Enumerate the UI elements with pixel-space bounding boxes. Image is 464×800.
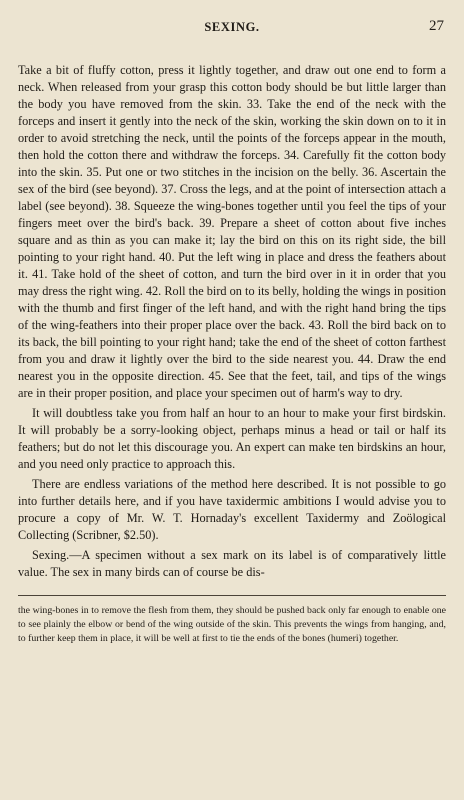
running-head: SEXING. <box>204 20 260 34</box>
footnote-text: the wing-bones in to remove the flesh from them, they should be pushed back only far enough to enable one to see plainly the elbow or bend of the wing outside of the skin. This prevents the wings from hanging, and, to further keep them in place, it will be well at first to tie the ends of the bones (humeri) together. <box>18 605 446 644</box>
footnote-divider <box>18 595 446 596</box>
page-header <box>18 12 446 34</box>
paragraph-sexing: Sexing.—A specimen without a sex mark on its label is of comparatively little value. The sex in many birds can of course be dis- <box>18 548 446 579</box>
paragraph-variations: There are endless variations of the method here described. It is not possible to go into further details here, and if you have taxidermic ambitions I would advise you to procure a copy of Mr. W. T. Hornaday's excellent Taxidermy and Zoölogical Collecting (Scribner, $2.50). <box>18 477 446 542</box>
body-text <box>18 62 446 581</box>
paragraph-first-birdskin: It will doubtless take you from half an hour to an hour to make your first birdskin. It will probably be a sorry-looking object, perhaps minus a head or tail or half its feathers; but do not let this discourage you. An expert can make ten birdskins an hour, and you need only practice to approach this. <box>18 406 446 471</box>
page-number: 27 <box>429 18 444 34</box>
footnote <box>18 604 446 646</box>
paragraph-specimen-steps: Take a bit of fluffy cotton, press it lightly together, and draw out one end to form a neck. When released from your grasp this cotton body should be but little larger than the body you have removed from the skin. 33. Take the end of the neck with the forceps and insert it gently into the neck of the skin, working the skin down on to it in order to avoid stretching the neck, until the points of the forceps appear in the mouth, then hold the cotton there and withdraw the forceps. 34. Carefully fit the cotton body into the skin. 35. Put one or two stitches in the incision on the belly. 36. Ascertain the sex of the bird (see beyond). 37. Cross the legs, and at the point of intersection attach a label (see beyond). 38. Squeeze the wing-bones together until you feel the tips of your fingers meet over the bird's back. 39. Prepare a sheet of cotton about five inches square and as thin as you can make it; lay the bird on this on its right side, the bill pointing to your right hand. 40. Put the left wing in place and dress the feathers about it. 41. Take hold of the sheet of cotton, and turn the bird over in it in order that you may dress the right wing. 42. Roll the bird on to its belly, holding the wings in position with the thumb and first finger of the left hand, and with the right hand bring the tips of the wing-feathers into their proper place over the back. 43. Roll the bird back on to its back, the bill pointing to your right hand; take the end of the sheet of cotton farthest from you and draw it lightly over the bird to the side nearest you. 44. Draw the end nearest you in the opposite direction. 45. See that the feet, tail, and tips of the wings are in their proper position, and place your specimen out of harm's way to dry. <box>18 63 446 400</box>
